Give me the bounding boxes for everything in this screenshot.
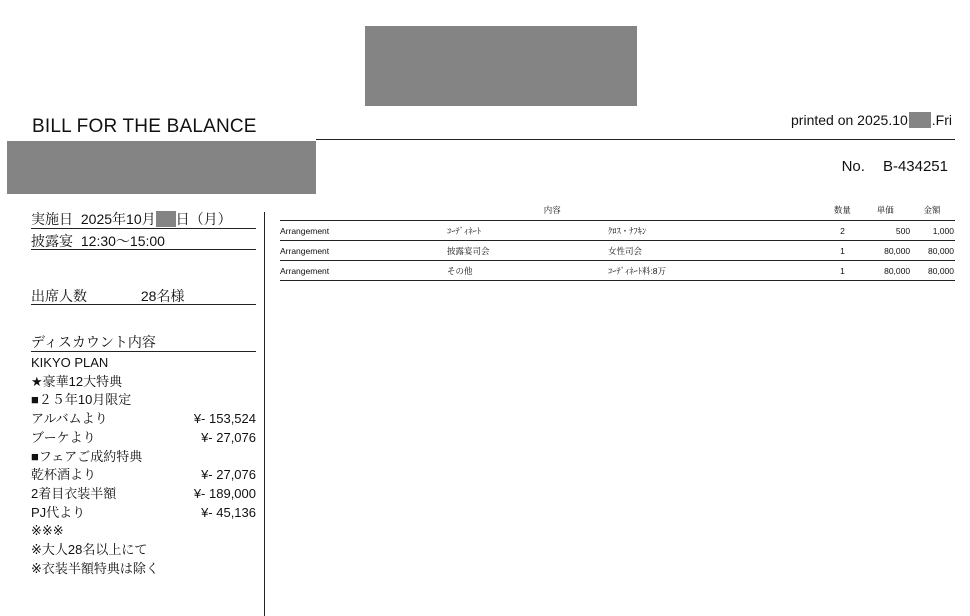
reception-label: 披露宴: [31, 233, 73, 249]
printed-date: [791, 112, 952, 128]
cell-amount: 80,000: [910, 261, 955, 281]
reception-time: [31, 231, 165, 251]
document-number: [842, 158, 948, 175]
attendees-value: 28名様: [140, 288, 185, 304]
discount-line: [31, 504, 256, 522]
table-row: [280, 241, 955, 261]
discount-line-label: アルバムより: [31, 411, 108, 427]
discount-line: [31, 429, 256, 447]
cell-qty: 2: [825, 221, 861, 241]
discount-line-label: ブーケより: [31, 429, 96, 445]
cell-qty: 1: [825, 261, 861, 281]
document-title: BILL FOR THE BALANCE: [32, 116, 257, 137]
cell-category: Arrangement: [280, 241, 447, 261]
printed-date-prefix: printed on 2025.10: [791, 112, 908, 128]
discount-heading: ディスカウント内容: [31, 334, 156, 350]
reception-rule: [31, 249, 256, 250]
discount-line-label: PJ代より: [31, 504, 86, 520]
header-qty: 数量: [825, 200, 861, 221]
discount-line-label: 2着目衣装半額: [31, 485, 117, 501]
cell-detail: ｸﾛｽ・ﾅﾌｷﾝ: [608, 221, 825, 241]
discount-line-amount: ¥- 153,524: [193, 411, 256, 427]
discount-line-label: 乾杯酒より: [31, 467, 97, 483]
discount-line: [31, 466, 256, 484]
cell-qty: 1: [825, 241, 861, 261]
discount-line: [31, 485, 256, 503]
discount-line-label: ※衣装半額特典は除く: [31, 560, 159, 576]
event-date-suffix: 日（月）: [175, 211, 232, 227]
cell-amount: 80,000: [910, 241, 955, 261]
attendees: [31, 286, 184, 306]
redacted-day: [909, 112, 931, 128]
discount-line: [31, 354, 256, 372]
document-number-label: No.: [841, 158, 865, 175]
discount-line-amount: ¥- 27,076: [201, 429, 256, 445]
discount-line-label: ※大人28名以上にて: [31, 542, 148, 557]
attendees-rule: [31, 304, 256, 305]
discount-line-label: ★豪華12大特典: [31, 373, 123, 389]
cell-item: ｺｰﾃﾞｨﾈｰﾄ: [447, 221, 608, 241]
event-date-label: 実施日: [31, 211, 73, 227]
event-date-rule: [31, 228, 256, 229]
discount-line-amount: ¥- 27,076: [201, 467, 256, 483]
discount-rule: [31, 351, 256, 352]
discount-line-label: ■２５年10月限定: [31, 392, 132, 408]
table-row: [280, 221, 955, 241]
discount-line-amount: ¥- 45,136: [201, 504, 256, 520]
redacted-logo-block: [365, 26, 637, 106]
discount-line-label: KIKYO PLAN: [31, 355, 109, 370]
cell-amount: 1,000: [910, 221, 955, 241]
printed-date-suffix: .Fri: [931, 112, 952, 128]
discount-line-amount: ¥- 189,000: [193, 485, 256, 501]
header-unit-price: 単価: [860, 200, 910, 221]
cell-detail: 女性司会: [608, 241, 825, 261]
cell-item: その他: [447, 261, 608, 281]
reception-time-value: 12:30～15:00: [80, 233, 165, 249]
discount-line: [31, 448, 256, 466]
event-date-prefix: 2025年10月: [80, 211, 156, 227]
line-items-table: [280, 200, 955, 281]
discount-line: [31, 560, 256, 578]
attendees-label: 出席人数: [31, 288, 87, 304]
redacted-customer-block: [7, 141, 316, 194]
cell-unit-price: 80,000: [860, 241, 910, 261]
cell-category: Arrangement: [280, 221, 447, 241]
table-header-row: [280, 200, 955, 221]
discount-line: [31, 522, 256, 540]
discount-line: [31, 391, 256, 409]
table-row: [280, 261, 955, 281]
column-divider: [264, 212, 265, 616]
discount-line-label: ■フェアご成約特典: [31, 448, 143, 464]
cell-unit-price: 500: [860, 221, 910, 241]
redacted-event-day: [156, 211, 176, 227]
discount-line: [31, 373, 256, 391]
header-rule: [316, 139, 955, 140]
header-content: 内容: [280, 200, 825, 221]
cell-category: Arrangement: [280, 261, 447, 281]
cell-unit-price: 80,000: [860, 261, 910, 281]
event-date: [31, 209, 232, 229]
table-body: [280, 221, 955, 281]
discount-line: [31, 541, 256, 559]
discount-line: [31, 410, 256, 428]
cell-item: 披露宴司会: [447, 241, 608, 261]
discount-line-label: ※※※: [31, 523, 64, 539]
header-amount: 金額: [910, 200, 955, 221]
cell-detail: ｺｰﾃﾞｨﾈｰﾄ料:8万: [608, 261, 825, 281]
document-number-value: B-434251: [882, 158, 948, 175]
